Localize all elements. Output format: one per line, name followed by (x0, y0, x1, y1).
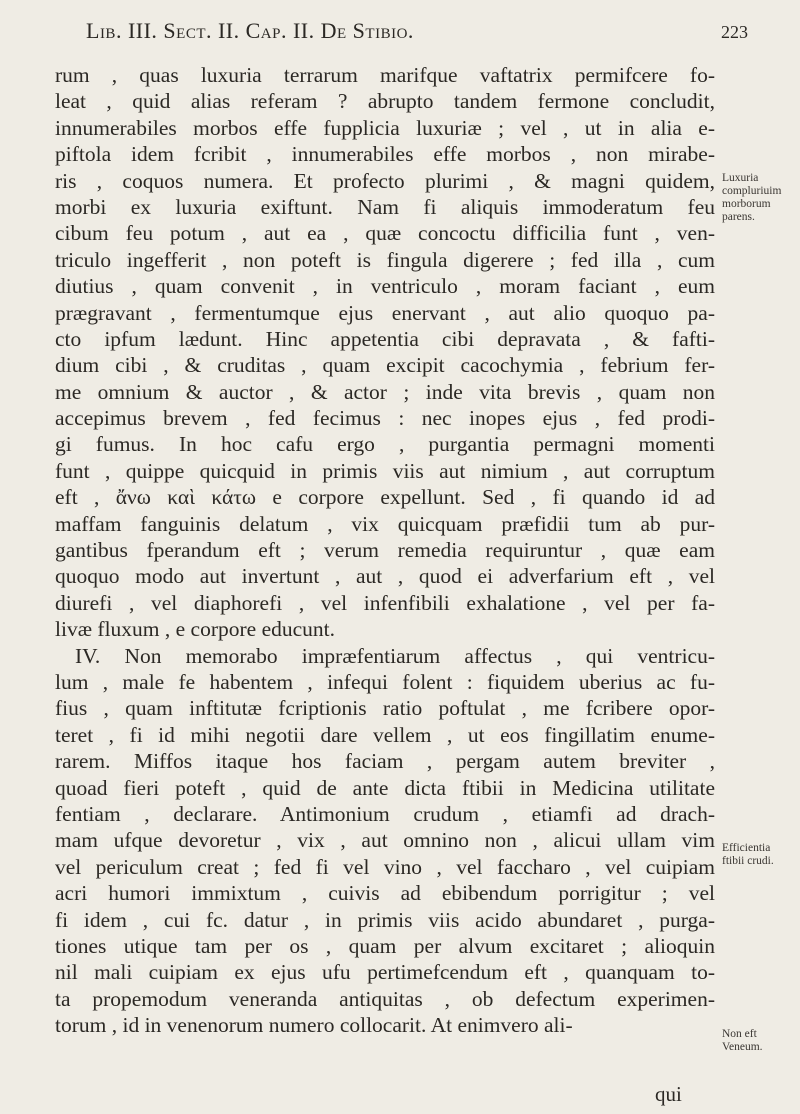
margin-note-non-est (722, 1028, 792, 1054)
text-line: accepimus brevem , fed fecimus : nec inopes ejus , fed prodi- (55, 406, 715, 431)
text-line: vel periculum creat ; fed fi vel vino , vel faccharo , vel cuipiam (55, 854, 715, 879)
margin-note-line: Veneum. (722, 1041, 763, 1053)
text-line: tiones utique tam per os , quam per alvum excitaret ; alioquin (55, 933, 715, 958)
margin-note-line: Efficientia (722, 842, 771, 854)
text-line: rarem. Miffos itaque hos faciam , pergam autem breviter , (55, 749, 715, 774)
margin-note-line: Non eft (722, 1028, 757, 1040)
margin-note-luxuria (722, 172, 792, 224)
text-line: gantibus fperandum eft ; verum remedia requiruntur , quæ eam (55, 538, 715, 563)
text-line: IV. Non memorabo impræfentiarum affectus , qui ventricu- (75, 643, 715, 668)
text-line: torum , id in venenorum numero collocarit. At enimvero ali- (55, 1013, 573, 1038)
text-line: eft , ἄνω καὶ κάτω e corpore expellunt. Sed , fi quando id ad (55, 485, 715, 510)
text-line: lum , male fe habentem , infequi folent : fiquidem uberius ac fu- (55, 669, 715, 694)
text-line: quoquo modo aut invertunt , aut , quod ei adverfarium eft , vel (55, 564, 715, 589)
text-line: cibum feu potum , aut ea , quæ concoctu difficilia funt , ven- (55, 221, 715, 246)
running-head-title: Lib. III. Sect. II. Cap. II. De Stibio. (86, 18, 414, 43)
margin-note-line: compluriuim (722, 185, 782, 197)
text-line: triculo ingefferit , non poteft is fingula digerere ; fed illa , cum (55, 247, 715, 272)
text-line: leat , quid alias referam ? abrupto tandem fermone concludit, (55, 89, 715, 114)
text-line: piftola idem fcribit , innumerabiles effe morbos , non mirabe- (55, 142, 715, 167)
text-line: ris , coquos numera. Et profecto plurimi , & magni quidem, (55, 168, 715, 193)
text-line: funt , quippe quicquid in primis viis aut nimium , aut corruptum (55, 458, 715, 483)
text-line: innumerabiles morbos effe fupplicia luxuriæ ; vel , ut in alia e- (55, 115, 715, 140)
text-line: quoad fieri poteft , quid de ante dicta ftibii in Medicina utilitate (55, 775, 715, 800)
text-line: cto ipfum lædunt. Hinc appetentia cibi depravata , & fafti- (55, 326, 715, 351)
text-line: gi fumus. In hoc cafu ergo , purgantia permagni momenti (55, 432, 715, 457)
text-line: mam ufque devoretur , vix , aut omnino non , alicui ullam vim (55, 828, 715, 853)
page-number: 223 (721, 22, 748, 42)
running-head (86, 10, 748, 50)
margin-note-line: Luxuria (722, 172, 759, 184)
text-line: maffam fanguinis delatum , vix quicquam præfidii tum ab pur- (55, 511, 715, 536)
text-line: diutius , quam convenit , in ventriculo , moram faciant , eum (55, 274, 715, 299)
text-line: nil mali cuipiam ex ejus ufu pertimefcendum eft , quanquam to- (55, 960, 715, 985)
text-line: fi idem , cui fc. datur , in primis viis acido abundaret , purga- (55, 907, 715, 932)
margin-note-line: ftibii crudi. (722, 855, 774, 867)
text-line: livæ fluxum , e corpore educunt. (55, 617, 336, 642)
text-line: diurefi , vel diaphorefi , vel infenfibili exhalatione , vel per fa- (55, 590, 715, 615)
margin-note-efficientia (722, 842, 792, 868)
body-text (55, 62, 715, 1038)
text-line: fentiam , declarare. Antimonium crudum , etiamfi ad drach- (55, 801, 715, 826)
catchword: qui (655, 1082, 682, 1106)
text-line: me omnium & auctor , & actor ; inde vita brevis , quam non (55, 379, 715, 404)
text-line: teret , fi id mihi negotii dare vellem , ut eos fingillatim enume- (55, 722, 715, 747)
margin-note-line: parens. (722, 211, 755, 223)
text-line: dium cibi , & cruditas , quam excipit cacochymia , febrium fer- (55, 353, 715, 378)
text-line: acri humori immixtum , cuivis ad ebibendum porrigitur ; vel (55, 881, 715, 906)
text-line: prægravant , fermentumque ejus enervant , aut alio quoquo pa- (55, 300, 715, 325)
text-line: morbi ex luxuria exiftunt. Nam fi aliquis immoderatum feu (55, 194, 715, 219)
text-line: ta propemodum veneranda antiquitas , ob defectum experimen- (55, 986, 715, 1011)
margin-note-line: morborum (722, 198, 771, 210)
text-line: rum , quas luxuria terrarum marifque vaftatrix permifcere fo- (55, 63, 715, 87)
text-line: fius , quam inftitutæ fcriptionis ratio poftulat , me fcribere opor- (55, 696, 715, 721)
